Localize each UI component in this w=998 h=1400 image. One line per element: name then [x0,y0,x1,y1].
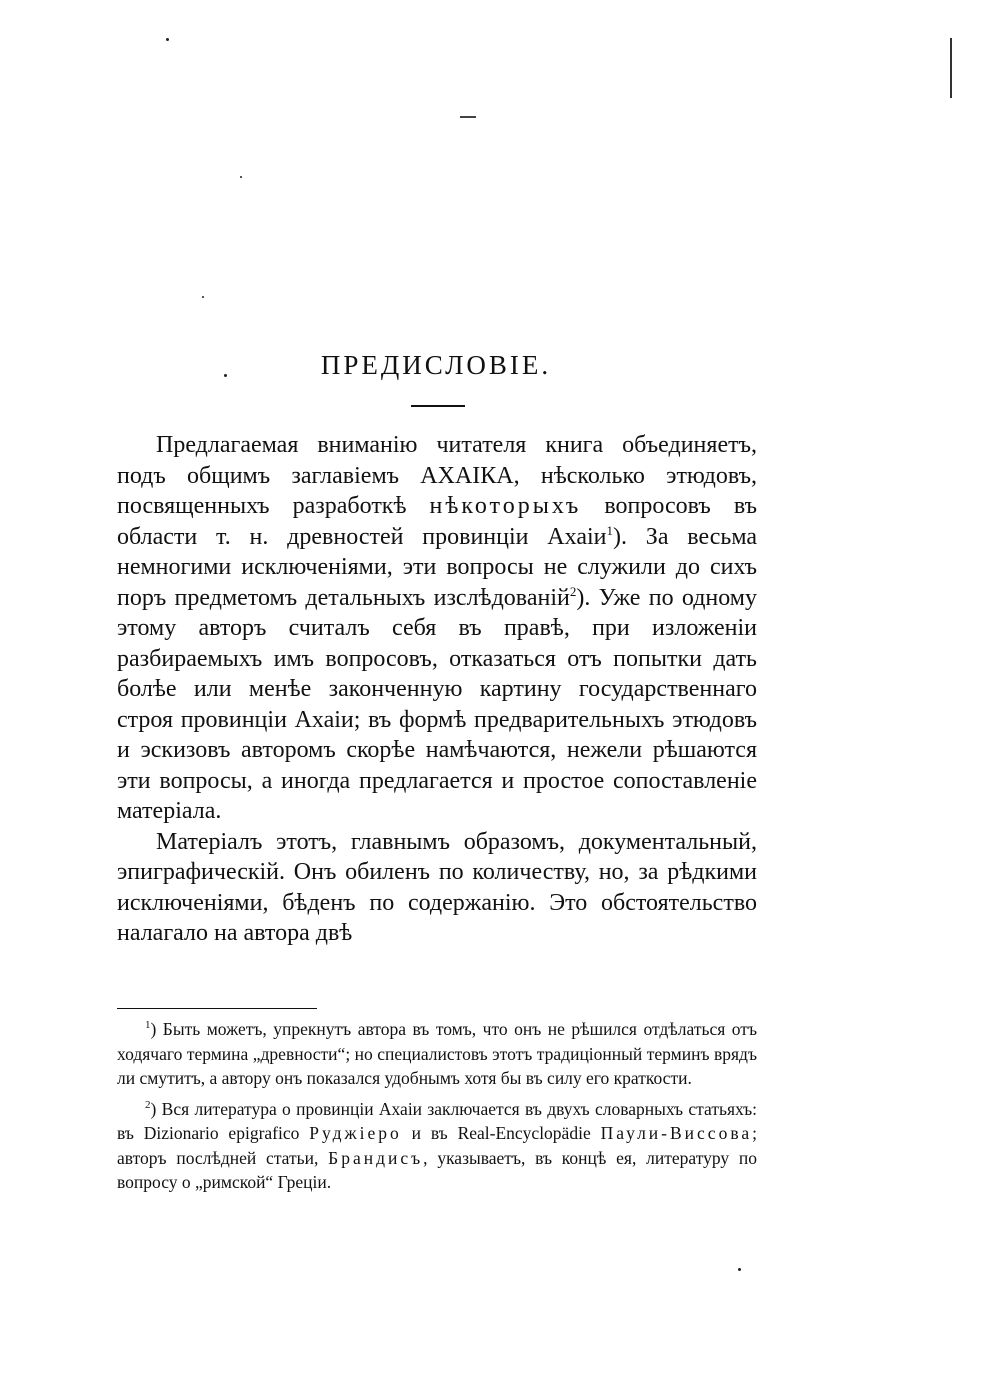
scan-speck [240,176,242,178]
footnote-2-spaced-2: Паули-Виссова [600,1123,753,1143]
footnote-2 [117,1097,757,1195]
footnote-2-spaced-1: Руджіеро [309,1123,402,1143]
footnote-2-text-c: ; авторъ послѣдней статьи, [117,1123,757,1168]
page-title: ПРЕДИСЛОВІЕ. [320,350,552,380]
scan-dash-mark [460,116,476,118]
footnote-2-text-b: и въ Real-Encyclopädie [401,1123,601,1143]
p2-text: Матеріалъ этотъ, главнымъ образомъ, документальный, эпиграфическій. Онъ обиленъ по количеству, но, за рѣдкими исключеніями, бѣденъ по содержанію. Это обстоятельство налагало на автора двѣ [117,828,757,946]
p1-text-b: вопросовъ въ области т. н. древностей провинціи Ахаіи [117,493,757,550]
p1-text-c: . За весьма немногими исключеніями, эти вопросы не служили до сихъ поръ предметомъ детальныхъ изслѣдованій [117,523,757,611]
p1-text-a: Предлагаемая вниманію читателя книга объединяетъ, подъ общимъ заглавіемъ АХАІКА, нѣсколько этюдовъ, посвященныхъ разработкѣ [117,432,757,519]
footnote-2-spaced-3: Брандисъ [328,1147,424,1168]
footnote-1 [117,1017,757,1091]
paragraph-1: Предлагаемая вниманію читателя книга объединяетъ, подъ общимъ заглавіемъ АХАІКА, нѣсколько этюдовъ, посвященныхъ разработкѣ нѣкоторыхъ вопросовъ въ области т. н. древностей провинціи Ахаіи$^1$). За весьма немногими исключеніями, эти вопросы не служили до сихъ поръ предметомъ детальныхъ изслѣдованій$^2$). Уже по одному этому авторъ считалъ себя въ правѣ, при изложеніи разбираемыхъ имъ вопросовъ, отказаться отъ попытки дать болѣе или менѣе законченную картину государственнаго строя провинціи Ахаіи; въ формѣ предварительныхъ этюдовъ и эскизовъ авторомъ скорѣе намѣчаются, нежели рѣшаются эти вопросы, а иногда предлагается и простое сопоставленіе матеріала. [117,432,757,824]
footnotes [117,1017,757,1195]
p1-spaced-word: нѣкоторыхъ [429,493,582,519]
scan-edge-mark [950,38,952,98]
footnote-ref-1: 1 [606,522,613,538]
paragraph-2 [117,827,757,949]
footnote-2-text-d: , указываетъ, въ концѣ ея, литературу по вопросу о „римской“ Греціи. [117,1147,758,1192]
p1-text-d: . Уже по одному этому авторъ считалъ себя въ правѣ, при изложеніи разбираемыхъ имъ вопросовъ, отказаться отъ попытки дать болѣе или менѣе законченную картину государственнаго строя провинціи Ахаіи; въ формѣ предварительныхъ этюдовъ и эскизовъ авторомъ скорѣе намѣчаются, нежели рѣшаются эти вопросы, а иногда предлагается и простое сопоставленіе матеріала. [117,584,757,824]
scan-speck [738,1268,741,1271]
footnote-ref-2: 2 [569,583,577,599]
title-divider [411,405,465,407]
scan-speck [166,38,169,41]
footnote-1-text: ) Быть можетъ, упрекнутъ автора въ томъ, что онъ не рѣшился отдѣлаться отъ ходячаго термина „древности“; но специалистовъ этотъ традиціонный терминъ врядъ ли смутитъ, а автору онъ показался удобнымъ хотя бы въ силу его краткости. [117,1019,757,1088]
footnote-2-text-a: ) Вся литература о провинціи Ахаіи заключается въ двухъ словарныхъ статьяхъ: въ Dizionario epigrafico [117,1098,757,1143]
scan-speck [202,296,204,298]
preface-body [117,430,757,949]
footnote-divider [117,1008,317,1009]
footnote-1-number: 1 [145,1019,151,1032]
footnote-2-number: 2 [145,1098,151,1111]
